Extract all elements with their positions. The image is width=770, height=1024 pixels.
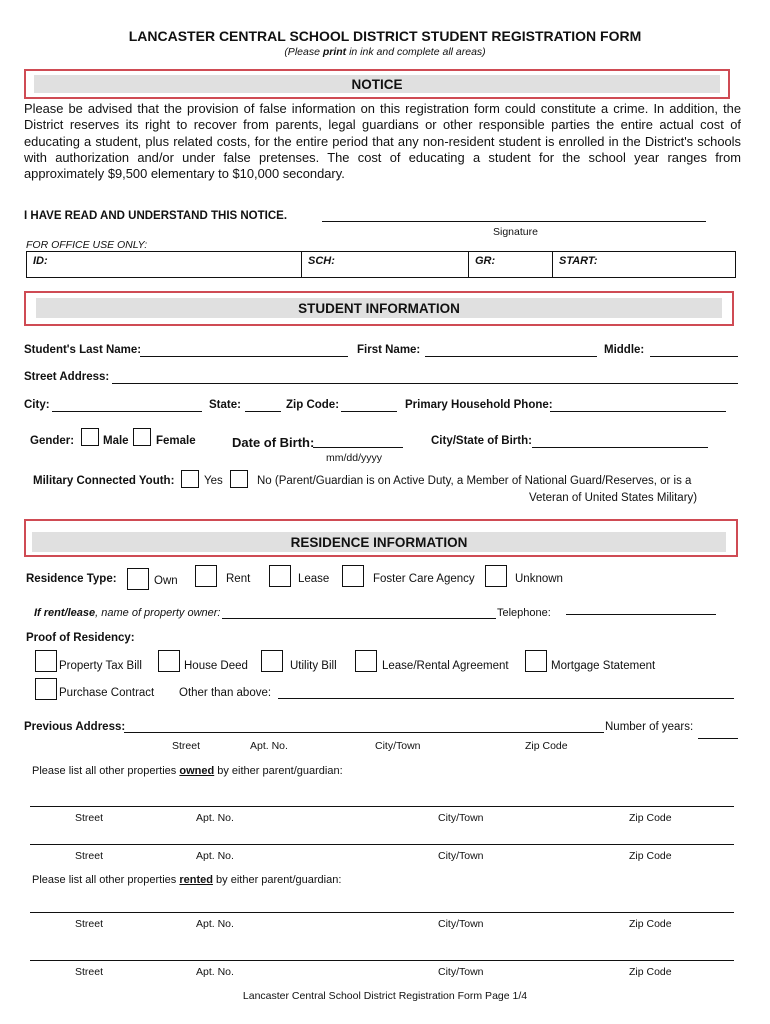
acknowledge-label: I HAVE READ AND UNDERSTAND THIS NOTICE.	[24, 210, 288, 222]
rented-property-1-line[interactable]	[30, 912, 734, 913]
city-state-birth-input[interactable]	[532, 447, 708, 448]
last-name-label: Student's Last Name:	[24, 344, 142, 356]
rented-2-apt: Apt. No.	[196, 966, 234, 978]
lease-rental-label: Lease/Rental Agreement	[382, 660, 509, 672]
owned-pre: Please list all other properties	[32, 765, 180, 777]
owned-2-street: Street	[75, 850, 104, 862]
own-checkbox[interactable]	[127, 568, 149, 590]
military-no-label-line2: Veteran of United States Military)	[529, 492, 698, 504]
purchase-contract-label: Purchase Contract	[59, 687, 155, 699]
residence-heading: RESIDENCE INFORMATION	[32, 532, 726, 552]
rented-2-zip: Zip Code	[629, 966, 672, 978]
owner-telephone-label: Telephone:	[497, 607, 551, 619]
rent-checkbox[interactable]	[195, 565, 217, 587]
owned-2-city: City/Town	[438, 850, 484, 862]
dob-label: Date of Birth:	[232, 435, 315, 450]
middle-label: Middle:	[604, 344, 645, 356]
form-subtitle	[0, 46, 770, 58]
mortgage-label: Mortgage Statement	[551, 660, 656, 672]
military-label: Military Connected Youth:	[33, 475, 175, 487]
prev-zip-sublabel: Zip Code	[525, 740, 568, 752]
office-use-title: FOR OFFICE USE ONLY:	[26, 239, 148, 251]
owned-2-apt: Apt. No.	[196, 850, 234, 862]
notice-text: Please be advised that the provision of false information on this registration form could constitute a crime. In addition, the District reserves its right to recover from parents, legal guardians or other responsible parties the entire actual cost of educating a student, plus related costs, for the entire period that any non-resident student is enrolled in the District's schools with authorization and/or under false pretenses. The cost of educating a student for the school year ranges from approximately $9,500 elementary to $10,000 secondary.	[24, 101, 741, 182]
rented-2-city: City/Town	[438, 966, 484, 978]
female-label: Female	[156, 435, 196, 447]
prev-apt-sublabel: Apt. No.	[250, 740, 288, 752]
other-label: Other than above:	[179, 687, 272, 699]
dob-format: mm/dd/yyyy	[326, 452, 383, 464]
owner-label-bold: If rent/lease	[34, 607, 96, 619]
rented-1-zip: Zip Code	[629, 918, 672, 930]
house-deed-label: House Deed	[184, 660, 248, 672]
owner-label-rest: , name of property owner:	[95, 607, 221, 619]
owned-word: owned	[179, 765, 215, 777]
office-id[interactable]	[27, 252, 302, 277]
prev-address-label: Previous Address:	[24, 721, 126, 733]
military-no-label: No (Parent/Guardian is on Active Duty, a Member of National Guard/Reserves, or is a	[257, 475, 692, 487]
rented-1-apt: Apt. No.	[196, 918, 234, 930]
owned-properties-label	[32, 765, 343, 777]
property-owner-input[interactable]	[222, 618, 496, 619]
owned-1-apt: Apt. No.	[196, 812, 234, 824]
office-gr-label: GR:	[475, 255, 496, 267]
rented-2-street: Street	[75, 966, 104, 978]
office-sch-label: SCH:	[308, 255, 335, 267]
rented-1-city: City/Town	[438, 918, 484, 930]
zip-input[interactable]	[341, 411, 397, 412]
prev-city-sublabel: City/Town	[375, 740, 421, 752]
utility-bill-checkbox[interactable]	[261, 650, 283, 672]
lease-checkbox[interactable]	[269, 565, 291, 587]
student-heading: STUDENT INFORMATION	[36, 298, 722, 318]
other-input[interactable]	[278, 698, 734, 699]
rented-word: rented	[179, 874, 213, 886]
rented-1-street: Street	[75, 918, 104, 930]
office-use-table	[26, 251, 736, 278]
num-years-label: Number of years:	[605, 721, 694, 733]
first-name-label: First Name:	[357, 344, 421, 356]
office-start[interactable]	[553, 252, 737, 277]
signature-label: Signature	[493, 226, 538, 238]
office-gr[interactable]	[469, 252, 553, 277]
rented-property-2-line[interactable]	[30, 960, 734, 961]
foster-checkbox[interactable]	[342, 565, 364, 587]
military-no-checkbox[interactable]	[230, 470, 248, 488]
rented-post: by either parent/guardian:	[212, 874, 342, 886]
num-years-input[interactable]	[698, 738, 738, 739]
gender-label: Gender:	[30, 435, 75, 447]
first-name-input[interactable]	[425, 356, 597, 357]
office-start-label: START:	[559, 255, 598, 267]
notice-heading: NOTICE	[34, 75, 720, 93]
utility-bill-label: Utility Bill	[290, 660, 337, 672]
page-footer: Lancaster Central School District Registration Form Page 1/4	[242, 990, 528, 1002]
owner-telephone-input[interactable]	[566, 614, 716, 615]
office-sch[interactable]	[302, 252, 469, 277]
own-label: Own	[154, 575, 178, 587]
prev-address-input[interactable]	[124, 732, 604, 733]
dob-input[interactable]	[313, 447, 403, 448]
prev-street-sublabel: Street	[172, 740, 201, 752]
owned-1-city: City/Town	[438, 812, 484, 824]
male-label: Male	[103, 435, 129, 447]
subtitle-bold: print	[322, 46, 347, 58]
signature-line[interactable]	[322, 221, 706, 222]
owned-1-street: Street	[75, 812, 104, 824]
foster-label: Foster Care Agency	[373, 573, 475, 585]
proof-label: Proof of Residency:	[26, 632, 135, 644]
rented-properties-label	[32, 874, 341, 886]
rented-pre: Please list all other properties	[32, 874, 180, 886]
city-state-birth-label: City/State of Birth:	[431, 435, 532, 447]
military-yes-checkbox[interactable]	[181, 470, 199, 488]
tax-bill-checkbox[interactable]	[35, 650, 57, 672]
form-title: LANCASTER CENTRAL SCHOOL DISTRICT STUDENT REGISTRATION FORM	[128, 28, 642, 44]
city-input[interactable]	[52, 411, 202, 412]
lease-label: Lease	[298, 573, 330, 585]
lease-rental-checkbox[interactable]	[355, 650, 377, 672]
city-label: City:	[24, 399, 50, 411]
zip-label: Zip Code:	[286, 399, 340, 411]
subtitle-post: in ink and complete all areas)	[346, 46, 486, 58]
owned-post: by either parent/guardian:	[214, 765, 343, 777]
tax-bill-label: Property Tax Bill	[59, 660, 142, 672]
street-input[interactable]	[112, 383, 738, 384]
rent-label: Rent	[226, 573, 251, 585]
mortgage-checkbox[interactable]	[525, 650, 547, 672]
female-checkbox[interactable]	[133, 428, 151, 446]
state-label: State:	[209, 399, 241, 411]
male-checkbox[interactable]	[81, 428, 99, 446]
subtitle-pre: (Please	[284, 46, 323, 58]
owned-property-1-line[interactable]	[30, 806, 734, 807]
middle-input[interactable]	[650, 356, 738, 357]
owned-1-zip: Zip Code	[629, 812, 672, 824]
unknown-checkbox[interactable]	[485, 565, 507, 587]
street-label: Street Address:	[24, 371, 110, 383]
state-input[interactable]	[245, 411, 281, 412]
phone-label: Primary Household Phone:	[405, 399, 553, 411]
last-name-input[interactable]	[140, 356, 348, 357]
phone-input[interactable]	[550, 411, 726, 412]
military-yes-label: Yes	[204, 475, 223, 487]
property-owner-label	[34, 607, 220, 619]
unknown-label: Unknown	[515, 573, 563, 585]
office-id-label: ID:	[33, 255, 48, 267]
house-deed-checkbox[interactable]	[158, 650, 180, 672]
owned-2-zip: Zip Code	[629, 850, 672, 862]
purchase-contract-checkbox[interactable]	[35, 678, 57, 700]
residence-type-label: Residence Type:	[26, 573, 117, 585]
owned-property-2-line[interactable]	[30, 844, 734, 845]
